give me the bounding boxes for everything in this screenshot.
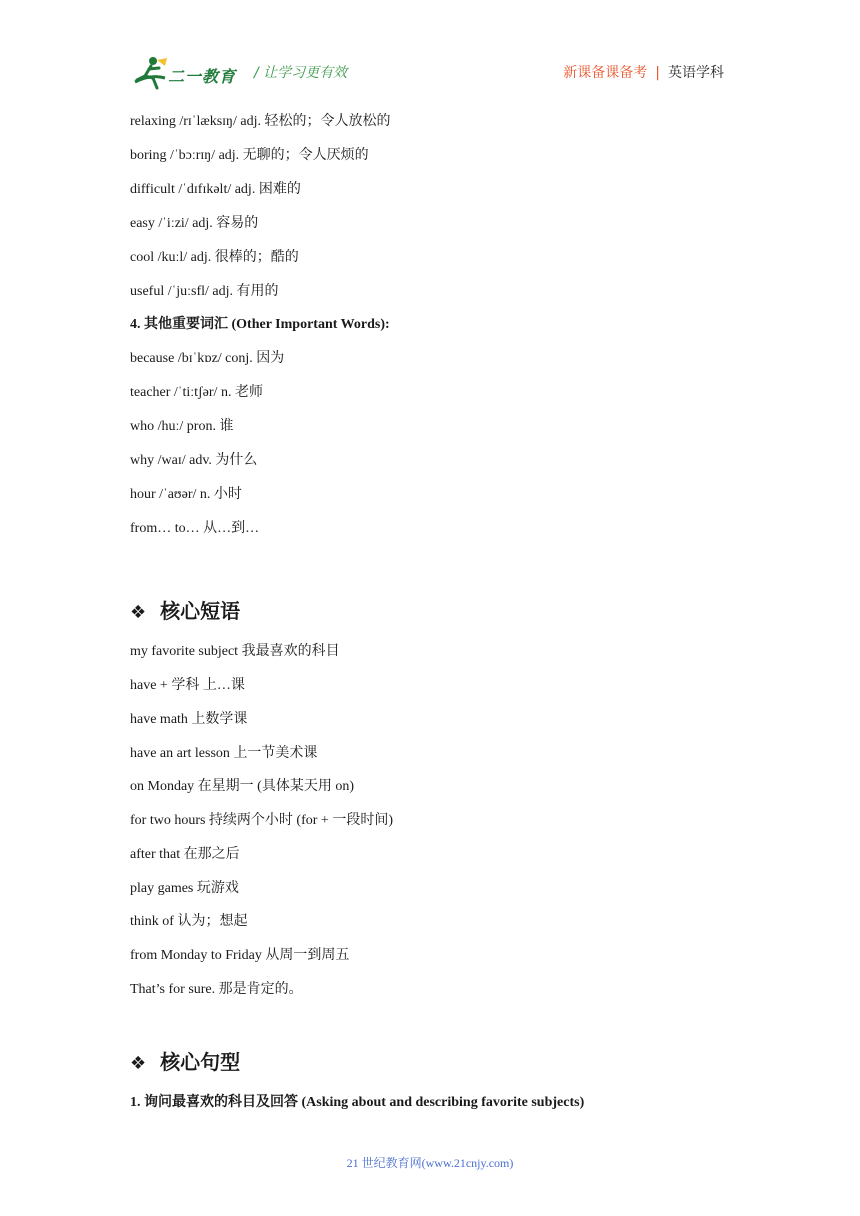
vocab-item: boring /ˈbɔːrɪŋ/ adj. 无聊的；令人厌烦的 [130, 148, 369, 163]
phrase-item: think of 认为；想起 [130, 914, 248, 929]
phrase-item: play games 玩游戏 [130, 881, 239, 896]
phrase-item: my favorite subject 我最喜欢的科目 [130, 644, 340, 659]
vocab-item: why /waɪ/ adv. 为什么 [130, 453, 258, 468]
header-subject-label: 英语学科 [668, 65, 724, 81]
page-header [0, 0, 860, 100]
phrase-item: after that 在那之后 [130, 847, 240, 862]
section-core-sentences [130, 1049, 240, 1077]
other-words-heading: 4. 其他重要词汇 (Other Important Words): [130, 317, 390, 332]
diamond-bullet-icon: ❖ [130, 602, 147, 623]
slogan: / 让学习更有效 [254, 65, 348, 81]
vocab-item: cool /kuːl/ adj. 很棒的；酷的 [130, 250, 299, 265]
vocab-item: hour /ˈaʊər/ n. 小时 [130, 487, 242, 502]
phrase-item: have an art lesson 上一节美术课 [130, 746, 318, 761]
vocab-item: easy /ˈiːzi/ adj. 容易的 [130, 216, 259, 231]
diamond-bullet-icon: ❖ [130, 1053, 147, 1074]
phrase-item: for two hours 持续两个小时 (for + 一段时间) [130, 813, 393, 828]
vocab-item: because /bɪˈkɒz/ conj. 因为 [130, 351, 285, 366]
phrase-item: That’s for sure. 那是肯定的。 [130, 982, 303, 997]
logo-text: 二一教育 [168, 67, 237, 86]
header-right [563, 62, 724, 82]
page-footer: 21 世纪教育网(www.21cnjy.com) [346, 1156, 514, 1170]
vocab-item: from… to… 从…到… [130, 521, 260, 536]
vocab-item: relaxing /rɪˈlæksɪŋ/ adj. 轻松的；令人放松的 [130, 114, 391, 129]
vocab-item: useful /ˈjuːsfl/ adj. 有用的 [130, 284, 279, 299]
vocab-item: teacher /ˈtiːtʃər/ n. 老师 [130, 385, 263, 400]
header-separator: | [655, 65, 660, 81]
sentence-heading: 1. 询问最喜欢的科目及回答 (Asking about and describing favorite subjects) [130, 1095, 585, 1110]
section-title: 核心短语 [160, 599, 241, 623]
phrase-item: have + 学科 上…课 [130, 678, 245, 693]
phrase-item: from Monday to Friday 从周一到周五 [130, 948, 350, 963]
phrase-item: on Monday 在星期一 (具体某天用 on) [130, 779, 354, 794]
vocab-item: who /huː/ pron. 谁 [130, 419, 234, 434]
section-core-phrases [130, 598, 240, 626]
header-course-label: 新课备课备考 [563, 65, 648, 81]
vocab-item: difficult /ˈdɪfɪkəlt/ adj. 困难的 [130, 182, 301, 197]
phrase-item: have math 上数学课 [130, 712, 248, 727]
section-title: 核心句型 [160, 1050, 241, 1074]
